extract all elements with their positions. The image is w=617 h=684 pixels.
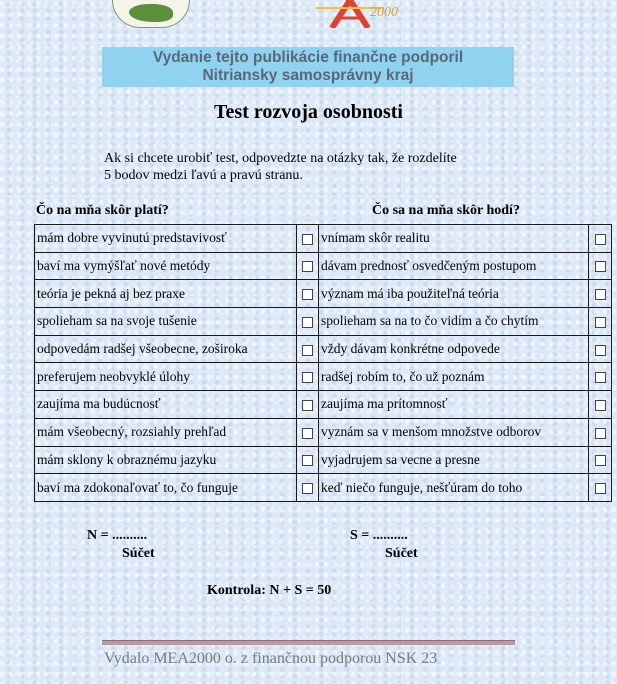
left-statement: baví ma vymýšľať nové metódy <box>35 252 297 280</box>
right-statement: vnímam skôr realitu <box>319 225 589 253</box>
right-statement: zaujíma ma prítomnosť <box>319 391 589 419</box>
right-checkbox[interactable] <box>595 483 606 494</box>
sum-s-label: Súčet <box>385 546 418 561</box>
right-statement: vyznám sa v menšom množstve odborov <box>319 418 589 446</box>
left-checkbox-cell <box>297 280 319 308</box>
right-statement: vždy dávam konkrétne odpovede <box>319 335 589 363</box>
table-row <box>35 252 612 280</box>
instructions <box>104 150 544 184</box>
test-rows <box>35 225 612 502</box>
left-statement: odpovedám radšej všeobecne, zoširoka <box>35 335 297 363</box>
footer-divider <box>102 640 515 645</box>
right-checkbox-cell <box>589 308 612 336</box>
right-checkbox-cell <box>589 446 612 474</box>
logo-left-shape <box>129 4 173 22</box>
page-footer: Vydalo MEA2000 o. z finančnou podporou NSK 23 <box>104 650 438 667</box>
right-checkbox-cell <box>589 252 612 280</box>
instructions-line-2: 5 bodov medzi ľavú a pravú stranu. <box>104 168 303 183</box>
left-statement: baví ma zdokonaľovať to, čo funguje <box>35 474 297 502</box>
right-statement: radšej robím to, čo už poznám <box>319 363 589 391</box>
left-checkbox-cell <box>297 418 319 446</box>
left-statement: mám dobre vyvinutú predstavivosť <box>35 225 297 253</box>
left-checkbox[interactable] <box>302 455 313 466</box>
left-checkbox-cell <box>297 474 319 502</box>
right-statement: význam má iba použiteľná teória <box>319 280 589 308</box>
left-checkbox[interactable] <box>302 483 313 494</box>
left-statement: teória je pekná aj bez praxe <box>35 280 297 308</box>
left-checkbox-cell <box>297 446 319 474</box>
left-statement: preferujem neobvyklé úlohy <box>35 363 297 391</box>
table-row <box>35 391 612 419</box>
table-row <box>35 308 612 336</box>
right-checkbox[interactable] <box>595 317 606 328</box>
right-checkbox[interactable] <box>595 455 606 466</box>
right-checkbox[interactable] <box>595 400 606 411</box>
control-formula: Kontrola: N + S = 50 <box>207 583 332 598</box>
right-checkbox-cell <box>589 363 612 391</box>
left-statement: zaujíma ma budúcnosť <box>35 391 297 419</box>
left-checkbox[interactable] <box>302 289 313 300</box>
right-checkbox[interactable] <box>595 345 606 356</box>
table-row <box>35 446 612 474</box>
mea2000-logo <box>292 0 442 28</box>
right-checkbox-cell <box>589 391 612 419</box>
right-checkbox[interactable] <box>595 372 606 383</box>
right-checkbox[interactable] <box>595 261 606 272</box>
table-row <box>35 280 612 308</box>
right-checkbox-cell <box>589 418 612 446</box>
test-table <box>34 224 612 502</box>
right-checkbox-cell <box>589 225 612 253</box>
sum-n-formula: N = .......... <box>87 528 148 543</box>
left-statement: mám sklony k obraznému jazyku <box>35 446 297 474</box>
right-statement: spolieham sa na to čo vidím a čo chytím <box>319 308 589 336</box>
left-checkbox[interactable] <box>302 400 313 411</box>
left-checkbox-cell <box>297 308 319 336</box>
left-checkbox[interactable] <box>302 261 313 272</box>
right-statement: keď niečo funguje, nešťúram do toho <box>319 474 589 502</box>
left-statement: spolieham sa na svoje tušenie <box>35 308 297 336</box>
right-checkbox-cell <box>589 474 612 502</box>
logo-year: 2000 <box>370 5 398 20</box>
sum-s-formula: S = .......... <box>350 528 408 543</box>
right-statement: dávam prednosť osvedčeným postupom <box>319 252 589 280</box>
left-checkbox-cell <box>297 391 319 419</box>
left-checkbox-cell <box>297 335 319 363</box>
banner-line-1: Vydanie tejto publikácie finančne podporil <box>152 49 464 66</box>
left-checkbox[interactable] <box>302 345 313 356</box>
left-checkbox-cell <box>297 363 319 391</box>
sum-n <box>87 527 155 563</box>
left-checkbox[interactable] <box>302 317 313 328</box>
right-statement: vyjadrujem sa vecne a presne <box>319 446 589 474</box>
left-checkbox-cell <box>297 252 319 280</box>
sum-s <box>350 527 418 563</box>
table-row <box>35 418 612 446</box>
right-checkbox[interactable] <box>595 234 606 245</box>
left-checkbox[interactable] <box>302 234 313 245</box>
right-column-heading: Čo sa na mňa skôr hodí? <box>372 203 520 218</box>
logo-left <box>112 0 190 28</box>
right-checkbox-cell <box>589 335 612 363</box>
table-row <box>35 335 612 363</box>
left-checkbox[interactable] <box>302 372 313 383</box>
left-column-heading: Čo na mňa skôr platí? <box>36 203 169 218</box>
sponsor-banner <box>102 47 514 87</box>
table-row <box>35 363 612 391</box>
left-checkbox[interactable] <box>302 428 313 439</box>
sum-n-label: Súčet <box>122 546 155 561</box>
left-statement: mám všeobecný, rozsiahly prehľad <box>35 418 297 446</box>
right-checkbox-cell <box>589 280 612 308</box>
right-checkbox[interactable] <box>595 428 606 439</box>
instructions-line-1: Ak si chcete urobiť test, odpovedzte na otázky tak, že rozdelíte <box>104 151 457 166</box>
banner-line-2: Nitriansky samosprávny kraj <box>202 67 414 84</box>
page-title: Test rozvoja osobnosti <box>214 101 403 123</box>
left-checkbox-cell <box>297 225 319 253</box>
table-row <box>35 474 612 502</box>
table-row <box>35 225 612 253</box>
right-checkbox[interactable] <box>595 289 606 300</box>
